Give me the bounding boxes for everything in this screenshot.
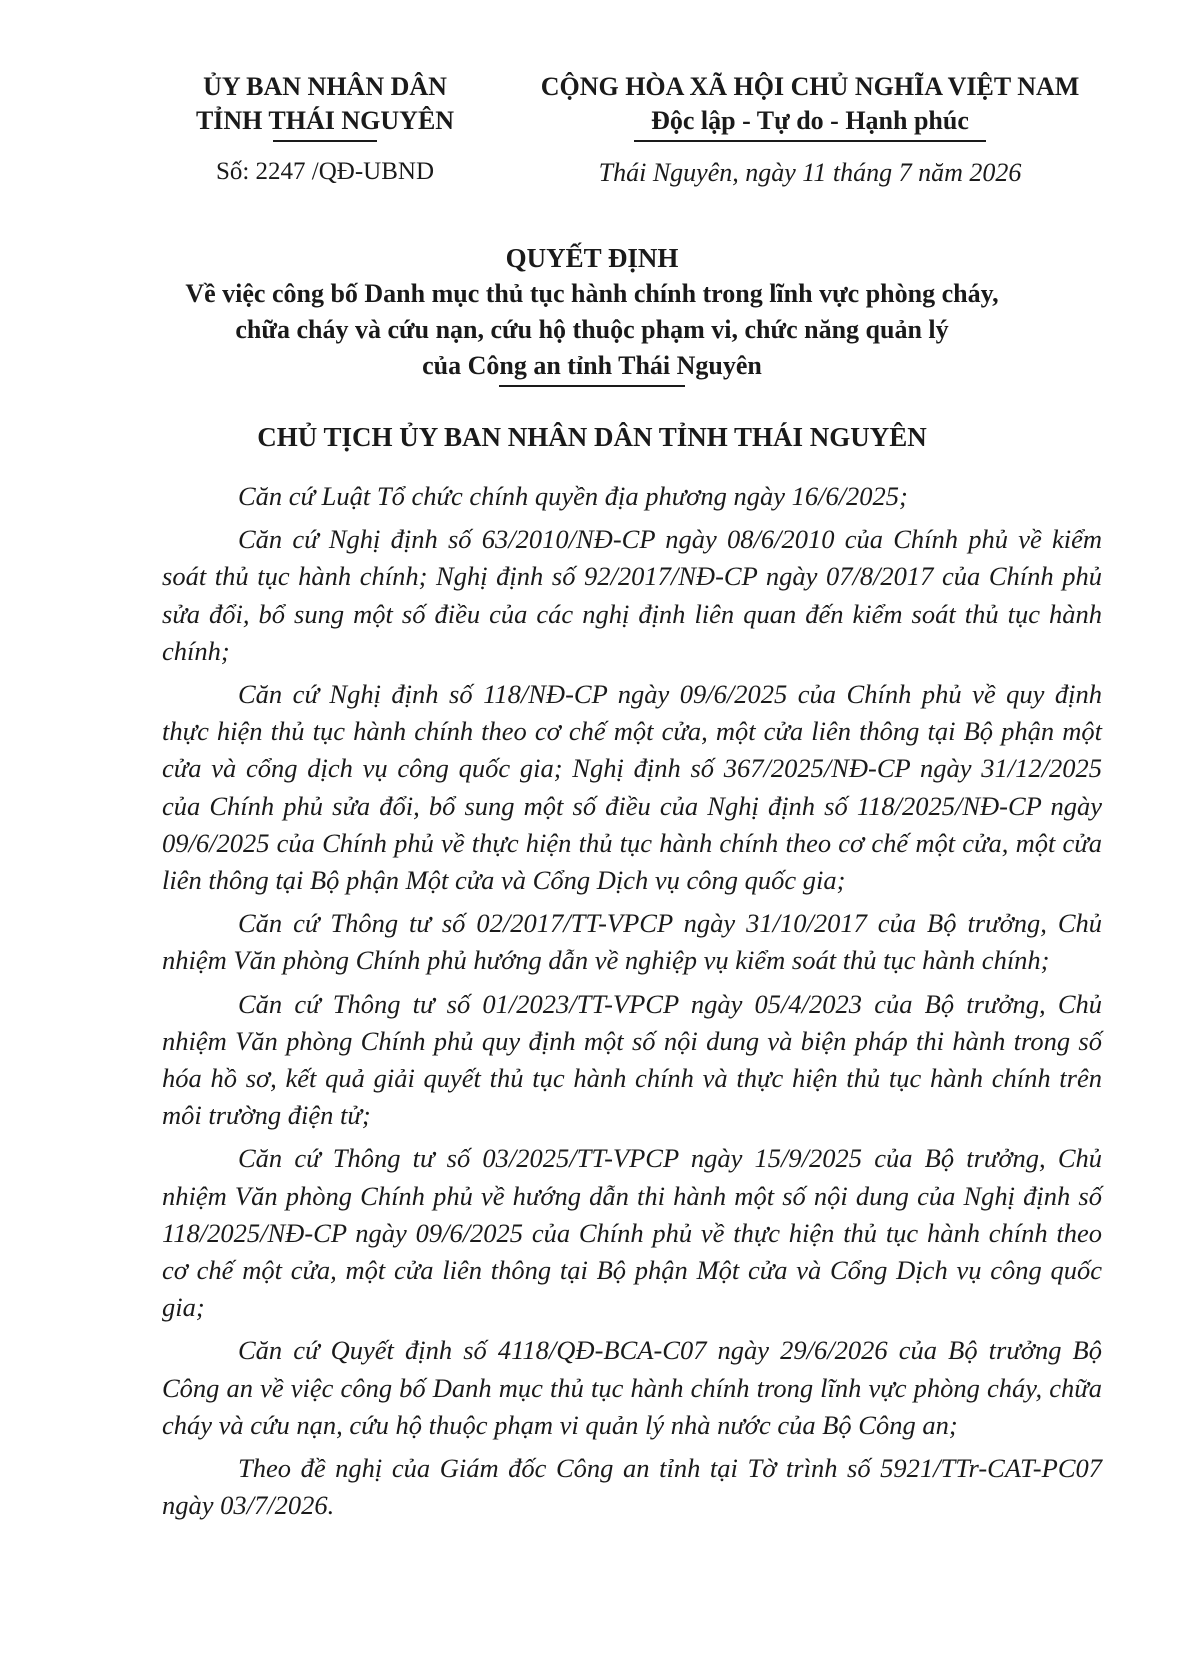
- decision-title: QUYẾT ĐỊNH: [505, 243, 679, 273]
- national-motto-block: [520, 70, 1100, 142]
- legal-basis-paragraph: Căn cứ Nghị định số 63/2010/NĐ-CP ngày 08/6/2010 của Chính phủ về kiểm soát thủ tục hành chính; Nghị định số 92/2017/NĐ-CP ngày 07/8/2017 của Chính phủ sửa đổi, bổ sung một số điều của các nghị định liên quan đến kiểm soát thủ tục hành chính;: [162, 524, 1102, 666]
- legal-basis-paragraph: Căn cứ Thông tư số 02/2017/TT-VPCP ngày 31/10/2017 của Bộ trưởng, Chủ nhiệm Văn phòng Chính phủ hướng dẫn về nghiệp vụ kiểm soát thủ tục hành chính;: [162, 908, 1102, 976]
- proposal-paragraph: Theo đề nghị của Giám đốc Công an tỉnh tại Tờ trình số 5921/TTr-CAT-PC07 ngày 03/7/2026.: [162, 1453, 1102, 1521]
- issuing-authority-line1: ỦY BAN NHÂN DÂN: [203, 72, 447, 101]
- title-underline: [499, 385, 685, 387]
- legal-basis-paragraph: Căn cứ Thông tư số 01/2023/TT-VPCP ngày 05/4/2023 của Bộ trưởng, Chủ nhiệm Văn phòng Chính phủ quy định một số nội dung và biện pháp thi hành trong số hóa hồ sơ, kết quả giải quyết thủ tục hành chính và thực hiện thủ tục hành chính trên môi trường điện tử;: [162, 988, 1102, 1131]
- decision-title-block: [90, 240, 1094, 387]
- national-title: CỘNG HÒA XÃ HỘI CHỦ NGHĨA VIỆT NAM: [540, 72, 1080, 101]
- document-number: Số: 2247 /QĐ-UBND: [215, 158, 435, 185]
- issuing-authority-block: [160, 70, 490, 142]
- decision-subject-line1: Về việc công bố Danh mục thủ tục hành chính trong lĩnh vực phòng cháy,: [185, 279, 999, 308]
- place-date: Thái Nguyên, ngày 11 tháng 7 năm 2026: [598, 158, 1022, 187]
- national-motto: Độc lập - Tự do - Hạnh phúc: [651, 106, 969, 135]
- authority-underline: [273, 140, 377, 142]
- decision-subject-line2: chữa cháy và cứu nạn, cứu hộ thuộc phạm vi, chức năng quản lý: [235, 315, 949, 344]
- legal-basis-paragraph: Căn cứ Thông tư số 03/2025/TT-VPCP ngày 15/9/2025 của Bộ trưởng, Chủ nhiệm Văn phòng Chính phủ về hướng dẫn thi hành một số nội dung của Nghị định số 118/2025/NĐ-CP ngày 09/6/2025 của Chính phủ về thực hiện thủ tục hành chính theo cơ chế một cửa, một cửa liên thông tại Bộ phận Một cửa và Cổng Dịch vụ công quốc gia;: [162, 1143, 1102, 1323]
- decision-subject-line3: của Công an tỉnh Thái Nguyên: [422, 351, 762, 380]
- signing-authority-heading: CHỦ TỊCH ỦY BAN NHÂN DÂN TỈNH THÁI NGUYÊN: [257, 422, 927, 452]
- legal-basis-section: [162, 478, 1102, 1530]
- motto-underline: [634, 140, 986, 142]
- legal-basis-paragraph: Căn cứ Quyết định số 4118/QĐ-BCA-C07 ngày 29/6/2026 của Bộ trưởng Bộ Công an về việc công bố Danh mục thủ tục hành chính trong lĩnh vực phòng cháy, chữa cháy và cứu nạn, cứu hộ thuộc phạm vi quản lý nhà nước của Bộ Công an;: [162, 1335, 1102, 1440]
- issuing-authority-line2: TỈNH THÁI NGUYÊN: [195, 106, 455, 135]
- legal-basis-paragraph: Căn cứ Nghị định số 118/NĐ-CP ngày 09/6/2025 của Chính phủ về quy định thực hiện thủ tục hành chính theo cơ chế một cửa, một cửa liên thông tại Bộ phận một cửa và cổng dịch vụ công quốc gia; Nghị định số 367/2025/NĐ-CP ngày 31/12/2025 của Chính phủ sửa đổi, bổ sung một số điều của Nghị định số 118/2025/NĐ-CP ngày 09/6/2025 của Chính phủ về thực hiện thủ tục hành chính theo cơ chế một cửa, một cửa liên thông tại Bộ phận Một cửa và Cổng Dịch vụ công quốc gia;: [162, 679, 1102, 896]
- legal-basis-paragraph: Căn cứ Luật Tổ chức chính quyền địa phương ngày 16/6/2025;: [238, 481, 908, 511]
